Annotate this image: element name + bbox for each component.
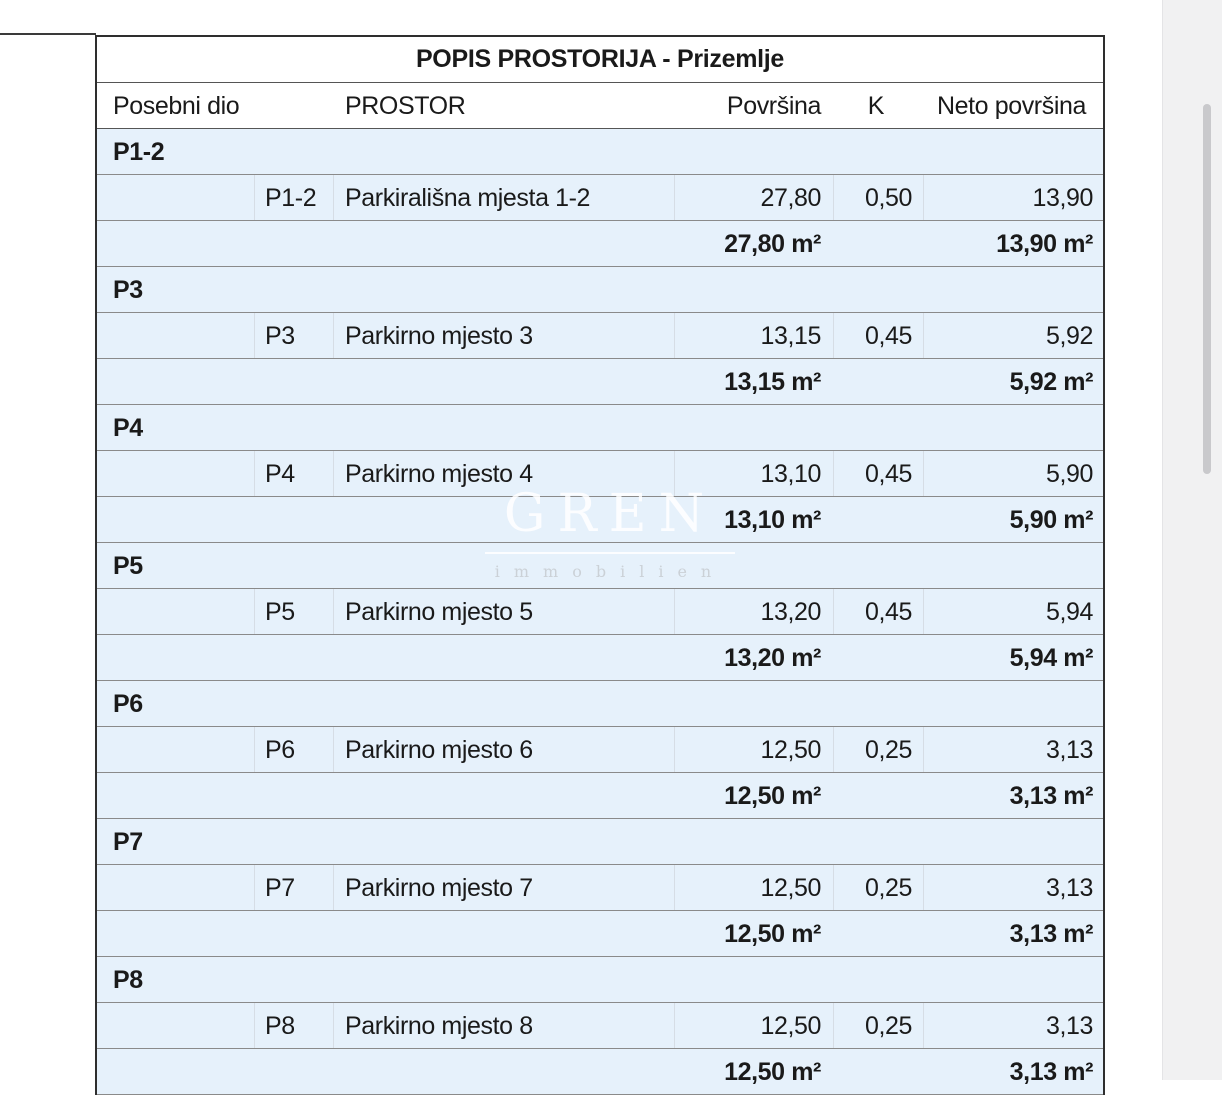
subtotal-row (97, 497, 1103, 543)
table-body (97, 129, 1103, 1095)
room-code: P8 (265, 1012, 295, 1040)
subtotal-row (97, 635, 1103, 681)
group-id: P6 (113, 690, 143, 718)
room-povrsina: 13,20 (760, 598, 821, 626)
subtotal-neto: 13,90 m² (996, 230, 1093, 258)
room-neto: 3,13 (1045, 874, 1093, 902)
subtotal-povrsina: 12,50 m² (724, 782, 821, 810)
subtotal-povrsina: 13,20 m² (724, 644, 821, 672)
group-header-row (97, 819, 1103, 865)
group-id: P3 (113, 276, 143, 304)
group-id: P1-2 (113, 138, 165, 166)
room-povrsina: 12,50 (760, 1012, 821, 1040)
subtotal-neto: 3,13 m² (1009, 782, 1093, 810)
group-header-row (97, 129, 1103, 175)
header-k: K (867, 92, 884, 120)
scrollbar-thumb[interactable] (1203, 104, 1211, 474)
room-neto: 5,90 (1045, 460, 1093, 488)
room-k: 0,45 (864, 598, 912, 626)
group-header-row (97, 543, 1103, 589)
header-povrsina: Površina (726, 92, 821, 120)
subtotal-neto: 3,13 m² (1009, 920, 1093, 948)
group-id: P4 (113, 414, 143, 442)
room-code: P3 (265, 322, 295, 350)
table-row (97, 451, 1103, 497)
room-k: 0,25 (864, 874, 912, 902)
room-name: Parkirno mjesto 8 (345, 1012, 533, 1040)
room-neto: 5,92 (1045, 322, 1093, 350)
room-k: 0,25 (864, 1012, 912, 1040)
room-code: P6 (265, 736, 295, 764)
subtotal-povrsina: 13,10 m² (724, 506, 821, 534)
subtotal-row (97, 1049, 1103, 1095)
subtotal-row (97, 773, 1103, 819)
subtotal-neto: 3,13 m² (1009, 1058, 1093, 1086)
watermark-main: GREN (503, 484, 717, 544)
group-header-row (97, 267, 1103, 313)
table-row (97, 589, 1103, 635)
subtotal-povrsina: 13,15 m² (724, 368, 821, 396)
table-row (97, 313, 1103, 359)
room-k: 0,45 (864, 460, 912, 488)
group-id: P5 (113, 552, 143, 580)
table-row (97, 865, 1103, 911)
room-povrsina: 27,80 (760, 184, 821, 212)
subtotal-row (97, 359, 1103, 405)
room-code: P1-2 (265, 184, 317, 212)
subtotal-povrsina: 12,50 m² (724, 920, 821, 948)
group-header-row (97, 681, 1103, 727)
room-neto: 13,90 (1032, 184, 1093, 212)
room-povrsina: 13,15 (760, 322, 821, 350)
room-name: Parkirno mjesto 7 (345, 874, 533, 902)
room-k: 0,50 (864, 184, 912, 212)
subtotal-neto: 5,90 m² (1009, 506, 1093, 534)
room-neto: 5,94 (1045, 598, 1093, 626)
room-povrsina: 12,50 (760, 874, 821, 902)
subtotal-neto: 5,94 m² (1009, 644, 1093, 672)
table-row (97, 727, 1103, 773)
group-header-row (97, 957, 1103, 1003)
subtotal-neto: 5,92 m² (1009, 368, 1093, 396)
room-k: 0,25 (864, 736, 912, 764)
room-code: P5 (265, 598, 295, 626)
header-prostor: PROSTOR (345, 92, 466, 120)
room-name: Parkirno mjesto 3 (345, 322, 533, 350)
header-neto-povrsina: Neto površina (936, 92, 1086, 120)
room-code: P7 (265, 874, 295, 902)
room-povrsina: 12,50 (760, 736, 821, 764)
table-row (97, 1003, 1103, 1049)
top-divider (0, 33, 96, 35)
table-row (97, 175, 1103, 221)
room-name: Parkirališna mjesta 1-2 (345, 184, 591, 212)
room-name: Parkirno mjesto 5 (345, 598, 533, 626)
subtotal-povrsina: 12,50 m² (724, 1058, 821, 1086)
room-neto: 3,13 (1045, 736, 1093, 764)
room-povrsina: 13,10 (760, 460, 821, 488)
watermark-sub: immobilien (494, 562, 726, 581)
header-posebni-dio: Posebni dio (113, 92, 240, 120)
room-neto: 3,13 (1045, 1012, 1093, 1040)
room-name: Parkirno mjesto 4 (345, 460, 533, 488)
table-title: POPIS PROSTORIJA - Prizemlje (97, 37, 1103, 83)
rooms-table (95, 35, 1105, 1095)
room-k: 0,45 (864, 322, 912, 350)
room-name: Parkirno mjesto 6 (345, 736, 533, 764)
group-id: P7 (113, 828, 143, 856)
subtotal-povrsina: 27,80 m² (724, 230, 821, 258)
room-code: P4 (265, 460, 295, 488)
group-id: P8 (113, 966, 143, 994)
scrollbar-track[interactable] (1162, 0, 1222, 1080)
table-header-row (97, 83, 1103, 129)
subtotal-row (97, 911, 1103, 957)
subtotal-row (97, 221, 1103, 267)
group-header-row (97, 405, 1103, 451)
